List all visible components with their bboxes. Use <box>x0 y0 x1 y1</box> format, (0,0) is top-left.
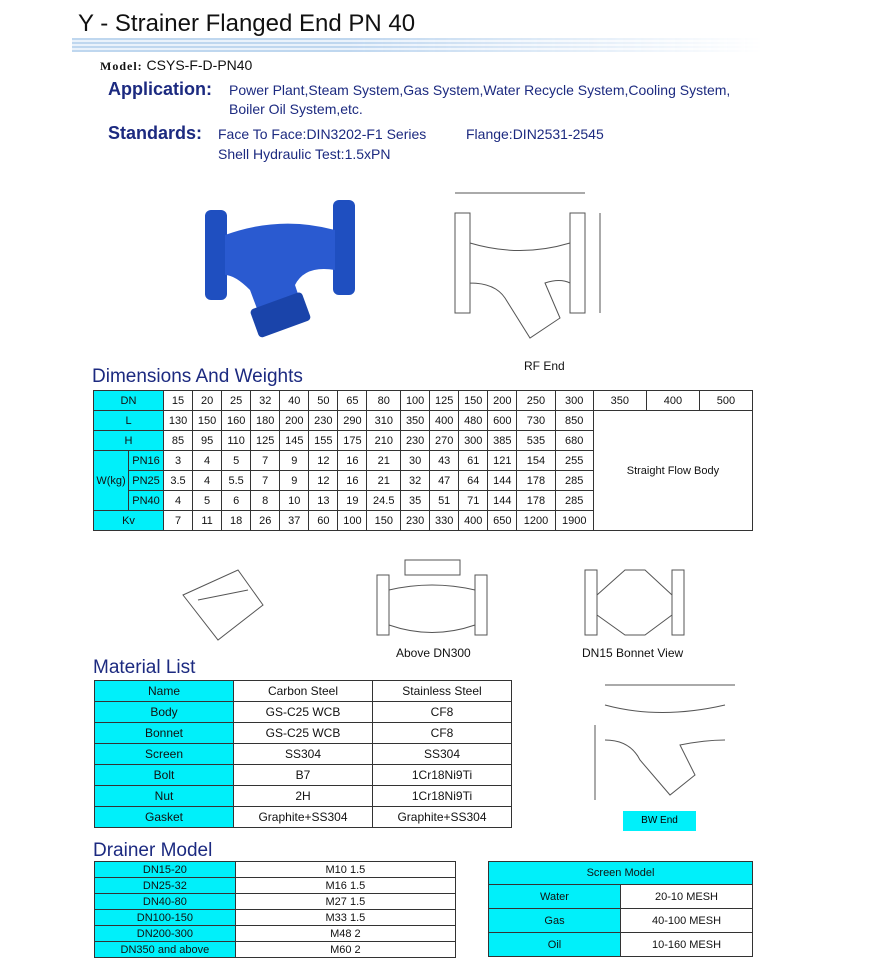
table-cell: 9 <box>280 471 309 491</box>
table-cell: 385 <box>488 431 517 451</box>
table-cell: 121 <box>488 451 517 471</box>
table-cell: 1900 <box>555 511 593 531</box>
table-cell: 4 <box>164 491 193 511</box>
table-cell: DN100-150 <box>95 910 236 926</box>
table-cell: 125 <box>251 431 280 451</box>
table-cell: Gas <box>489 909 621 933</box>
table-cell: 300 <box>459 431 488 451</box>
table-cell: 125 <box>430 391 459 411</box>
table-cell: M33 1.5 <box>235 910 455 926</box>
table-cell: 400 <box>430 411 459 431</box>
table-row <box>94 411 753 431</box>
table-cell: GS-C25 WCB <box>234 723 373 744</box>
table-cell: 650 <box>488 511 517 531</box>
table-cell: 51 <box>430 491 459 511</box>
table-cell: 12 <box>309 451 338 471</box>
table-cell: 16 <box>338 471 367 491</box>
straight-flow-note: Straight Flow Body <box>593 411 752 531</box>
table-cell: 8 <box>251 491 280 511</box>
table-cell: 230 <box>309 411 338 431</box>
table-cell: 1200 <box>517 511 555 531</box>
application-line1: Power Plant,Steam System,Gas System,Water Recycle System,Cooling System, <box>229 82 731 98</box>
table-cell: 400 <box>646 391 699 411</box>
table-cell: 2H <box>234 786 373 807</box>
table-row <box>94 391 753 411</box>
table-cell: 300 <box>555 391 593 411</box>
model-value: CSYS-F-D-PN40 <box>146 57 253 73</box>
table-cell: 64 <box>459 471 488 491</box>
table-cell: 10 <box>280 491 309 511</box>
drainer-table <box>94 861 456 958</box>
rf-end-drawing <box>435 188 635 348</box>
table-cell: 250 <box>517 391 555 411</box>
table-cell: 290 <box>338 411 367 431</box>
table-cell: 175 <box>338 431 367 451</box>
table-row <box>95 744 512 765</box>
table-row <box>95 926 456 942</box>
table-cell: 154 <box>517 451 555 471</box>
table-cell: 7 <box>164 511 193 531</box>
table-cell: 150 <box>367 511 401 531</box>
table-row <box>489 909 753 933</box>
table-cell: 26 <box>251 511 280 531</box>
table-cell: 350 <box>593 391 646 411</box>
table-cell: Screen <box>95 744 234 765</box>
application-label: Application: <box>108 79 212 99</box>
table-cell: Water <box>489 885 621 909</box>
bonnet-view-drawing <box>580 555 690 645</box>
row-header: DN <box>94 391 164 411</box>
table-cell: 15 <box>164 391 193 411</box>
table-cell: 200 <box>280 411 309 431</box>
table-cell: 130 <box>164 411 193 431</box>
table-row <box>95 702 512 723</box>
table-row <box>95 878 456 894</box>
table-cell: 7 <box>251 451 280 471</box>
table-cell: 43 <box>430 451 459 471</box>
row-header: Kv <box>94 511 164 531</box>
table-row <box>489 862 753 885</box>
table-cell: Gasket <box>95 807 234 828</box>
table-cell: 285 <box>555 491 593 511</box>
caption-rf-end: RF End <box>524 359 565 373</box>
table-row <box>489 933 753 957</box>
screen-model-table <box>488 861 753 957</box>
material-heading: Material List <box>93 657 196 678</box>
table-cell: 65 <box>338 391 367 411</box>
strainer-photo <box>195 190 365 340</box>
row-header: H <box>94 431 164 451</box>
table-cell: 18 <box>222 511 251 531</box>
table-cell: 60 <box>309 511 338 531</box>
table-cell: M60 2 <box>235 942 455 958</box>
drainer-heading: Drainer Model <box>93 840 213 861</box>
table-cell: 500 <box>699 391 752 411</box>
table-cell: 144 <box>488 491 517 511</box>
table-row <box>95 681 512 702</box>
table-cell: 330 <box>430 511 459 531</box>
table-cell: 20-10 MESH <box>621 885 753 909</box>
table-cell: 680 <box>555 431 593 451</box>
table-cell: 40-100 MESH <box>621 909 753 933</box>
table-cell: 35 <box>401 491 430 511</box>
table-cell: DN15-20 <box>95 862 236 878</box>
table-cell: 144 <box>488 471 517 491</box>
table-cell: CF8 <box>373 702 512 723</box>
table-cell: DN40-80 <box>95 894 236 910</box>
table-cell: 1Cr18Ni9Ti <box>373 765 512 786</box>
table-cell: 71 <box>459 491 488 511</box>
table-cell: 230 <box>401 431 430 451</box>
table-cell: 178 <box>517 491 555 511</box>
standards-flange: Flange:DIN2531-2545 <box>466 126 604 142</box>
table-cell: 37 <box>280 511 309 531</box>
table-cell: 13 <box>309 491 338 511</box>
table-cell: CF8 <box>373 723 512 744</box>
table-cell: Bolt <box>95 765 234 786</box>
table-cell: 270 <box>430 431 459 451</box>
table-cell: 3 <box>164 451 193 471</box>
table-cell: 200 <box>488 391 517 411</box>
table-cell: 21 <box>367 451 401 471</box>
bw-end-drawing <box>585 675 755 805</box>
table-cell: 85 <box>164 431 193 451</box>
table-cell: 850 <box>555 411 593 431</box>
table-cell: 50 <box>309 391 338 411</box>
table-cell: M27 1.5 <box>235 894 455 910</box>
table-cell: Carbon Steel <box>234 681 373 702</box>
table-row <box>95 786 512 807</box>
table-cell: 150 <box>459 391 488 411</box>
bw-end-label: BW End <box>623 811 696 831</box>
table-row <box>95 765 512 786</box>
caption-bonnet-view: DN15 Bonnet View <box>582 646 684 660</box>
table-cell: Bonnet <box>95 723 234 744</box>
table-cell: DN350 and above <box>95 942 236 958</box>
table-cell: DN200-300 <box>95 926 236 942</box>
row-subheader: PN40 <box>129 491 164 511</box>
table-cell: Body <box>95 702 234 723</box>
table-cell: 6 <box>222 491 251 511</box>
row-header: L <box>94 411 164 431</box>
caption-above-dn300: Above DN300 <box>396 646 471 660</box>
table-row <box>489 885 753 909</box>
table-cell: 80 <box>367 391 401 411</box>
table-cell: 32 <box>251 391 280 411</box>
standards-face: Face To Face:DIN3202-F1 Series <box>218 126 427 142</box>
dimensions-table <box>93 390 753 531</box>
table-cell: SS304 <box>234 744 373 765</box>
table-cell: 160 <box>222 411 251 431</box>
table-cell: 155 <box>309 431 338 451</box>
table-cell: 255 <box>555 451 593 471</box>
table-cell: 535 <box>517 431 555 451</box>
table-cell: 47 <box>430 471 459 491</box>
table-cell: 400 <box>459 511 488 531</box>
standards-test: Shell Hydraulic Test:1.5xPN <box>218 146 391 162</box>
table-cell: 600 <box>488 411 517 431</box>
row-subheader: PN25 <box>129 471 164 491</box>
table-cell: 210 <box>367 431 401 451</box>
table-cell: 19 <box>338 491 367 511</box>
table-cell: M48 2 <box>235 926 455 942</box>
table-cell: 5 <box>193 491 222 511</box>
table-cell: 150 <box>193 411 222 431</box>
table-cell: M16 1.5 <box>235 878 455 894</box>
model-label: Model: <box>100 59 143 73</box>
table-cell: Graphite+SS304 <box>373 807 512 828</box>
table-cell: 16 <box>338 451 367 471</box>
table-cell: 730 <box>517 411 555 431</box>
table-cell: 30 <box>401 451 430 471</box>
table-cell: 100 <box>338 511 367 531</box>
table-row <box>95 723 512 744</box>
table-cell: Name <box>95 681 234 702</box>
table-cell: 61 <box>459 451 488 471</box>
table-cell: Nut <box>95 786 234 807</box>
table-cell: 310 <box>367 411 401 431</box>
row-header: W(kg) <box>94 451 129 511</box>
table-row <box>95 894 456 910</box>
table-cell: Stainless Steel <box>373 681 512 702</box>
above-dn300-detail-drawing <box>178 560 278 650</box>
table-cell: 12 <box>309 471 338 491</box>
table-cell: B7 <box>234 765 373 786</box>
table-cell: 7 <box>251 471 280 491</box>
material-table <box>94 680 512 828</box>
table-cell: 25 <box>222 391 251 411</box>
table-cell: 3.5 <box>164 471 193 491</box>
screen-model-header: Screen Model <box>489 862 753 885</box>
table-cell: 95 <box>193 431 222 451</box>
table-row <box>95 942 456 958</box>
table-cell: GS-C25 WCB <box>234 702 373 723</box>
table-row <box>95 807 512 828</box>
dimensions-heading: Dimensions And Weights <box>92 366 303 387</box>
table-row <box>95 910 456 926</box>
table-cell: 10-160 MESH <box>621 933 753 957</box>
table-cell: DN25-32 <box>95 878 236 894</box>
header-divider <box>72 38 762 52</box>
table-cell: 32 <box>401 471 430 491</box>
table-cell: Oil <box>489 933 621 957</box>
standards-label: Standards: <box>108 123 203 143</box>
table-cell: 4 <box>193 471 222 491</box>
table-cell: 230 <box>401 511 430 531</box>
table-cell: 20 <box>193 391 222 411</box>
table-cell: 11 <box>193 511 222 531</box>
table-cell: 145 <box>280 431 309 451</box>
table-cell: 178 <box>517 471 555 491</box>
table-cell: 5 <box>222 451 251 471</box>
table-cell: 4 <box>193 451 222 471</box>
table-row <box>95 862 456 878</box>
table-cell: 350 <box>401 411 430 431</box>
table-cell: 480 <box>459 411 488 431</box>
table-cell: SS304 <box>373 744 512 765</box>
table-cell: 21 <box>367 471 401 491</box>
above-dn300-drawing <box>375 555 490 645</box>
table-cell: 24.5 <box>367 491 401 511</box>
table-cell: 285 <box>555 471 593 491</box>
table-cell: 100 <box>401 391 430 411</box>
table-cell: M10 1.5 <box>235 862 455 878</box>
table-cell: 180 <box>251 411 280 431</box>
table-cell: 40 <box>280 391 309 411</box>
model-line <box>100 57 252 74</box>
table-cell: 9 <box>280 451 309 471</box>
page-title: Y - Strainer Flanged End PN 40 <box>78 10 416 37</box>
application-line2: Boiler Oil System,etc. <box>229 101 363 117</box>
table-cell: Graphite+SS304 <box>234 807 373 828</box>
table-cell: 110 <box>222 431 251 451</box>
row-subheader: PN16 <box>129 451 164 471</box>
table-cell: 5.5 <box>222 471 251 491</box>
table-cell: 1Cr18Ni9Ti <box>373 786 512 807</box>
